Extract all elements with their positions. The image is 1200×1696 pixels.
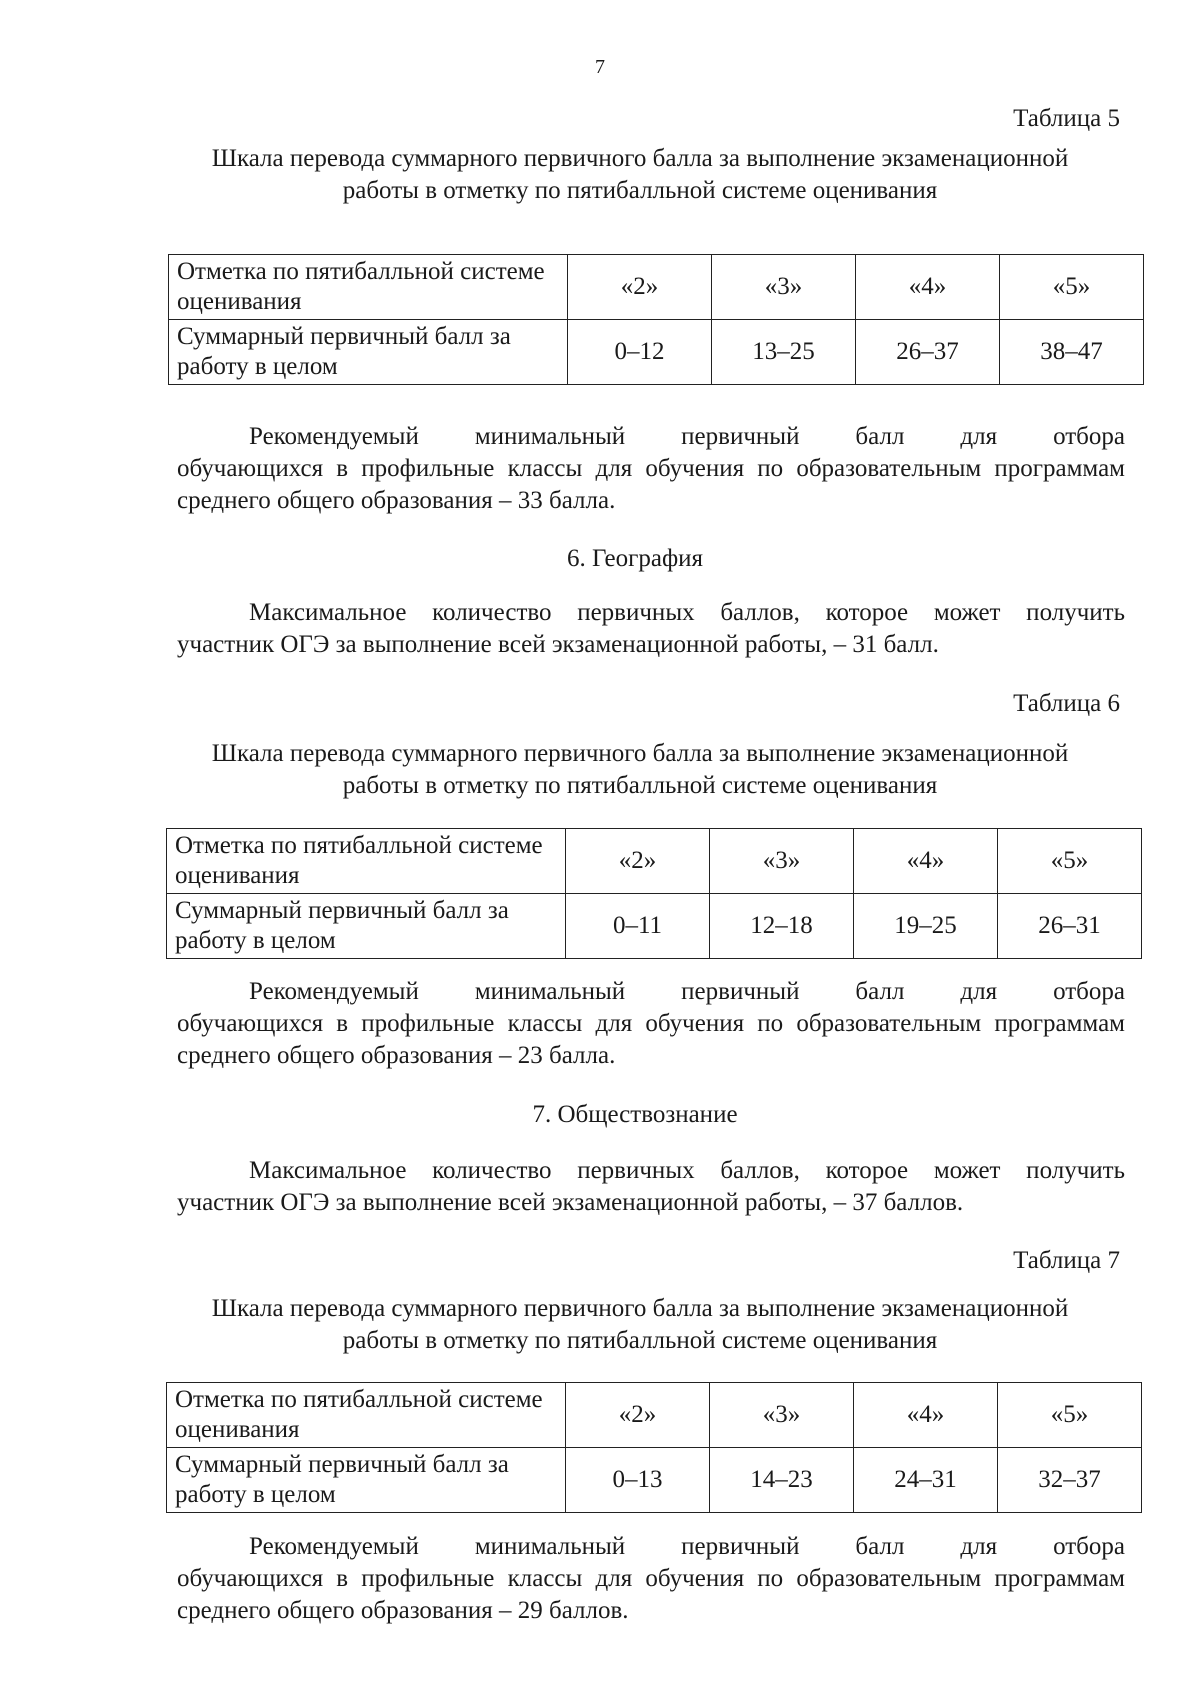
score-cell: 0–12	[568, 320, 712, 385]
page-number: 7	[595, 56, 605, 78]
recommendation-paragraph-6	[177, 976, 1125, 1072]
score-cell: 13–25	[712, 320, 856, 385]
table-row	[167, 894, 1142, 959]
table-row	[167, 829, 1142, 894]
paragraph-line: Рекомендуемый минимальный первичный балл для отбора	[249, 978, 1125, 1005]
max-score-paragraph-6	[177, 597, 1125, 661]
grade-cell: «2»	[568, 255, 712, 320]
score-table-7	[166, 1382, 1142, 1513]
grade-cell: «3»	[712, 255, 856, 320]
paragraph-text: участник ОГЭ за выполнение всей экзаменационной работы, – 31 балл.	[177, 631, 939, 658]
score-cell: 24–31	[854, 1448, 998, 1513]
score-cell: 26–31	[998, 894, 1142, 959]
table-6-caption: Шкала перевода суммарного первичного балла за выполнение экзаменационной работы в отметку по пятибалльной системе оценивания	[211, 740, 1069, 799]
score-cell: 0–13	[566, 1448, 710, 1513]
grade-cell: «5»	[1000, 255, 1144, 320]
table-row	[167, 1383, 1142, 1448]
paragraph-line: Максимальное количество первичных баллов, которое может получить	[249, 599, 1125, 626]
recommendation-paragraph-5	[177, 421, 1125, 517]
paragraph-text: участник ОГЭ за выполнение всей экзаменационной работы, – 37 баллов.	[177, 1189, 964, 1216]
grade-cell: «3»	[710, 1383, 854, 1448]
score-table-5	[168, 254, 1144, 385]
max-score-paragraph-7	[177, 1155, 1125, 1219]
grade-cell: «3»	[710, 829, 854, 894]
paragraph-text: обучающихся в профильные классы для обучения по образовательным программам среднего общего образования – 29 баллов.	[177, 1565, 1125, 1624]
row-label-grade: Отметка по пятибалльной системе оценивания	[167, 829, 566, 894]
paragraph-line: Максимальное количество первичных баллов, которое может получить	[249, 1157, 1125, 1184]
score-cell: 32–37	[998, 1448, 1142, 1513]
score-cell: 38–47	[1000, 320, 1144, 385]
row-label-score: Суммарный первичный балл за работу в целом	[169, 320, 568, 385]
grade-cell: «2»	[566, 829, 710, 894]
section-heading-social-studies: 7. Обществознание	[532, 1101, 738, 1128]
score-cell: 0–11	[566, 894, 710, 959]
grade-cell: «5»	[998, 829, 1142, 894]
score-cell: 14–23	[710, 1448, 854, 1513]
grade-cell: «5»	[998, 1383, 1142, 1448]
table-5-label: Таблица 5	[1013, 105, 1120, 132]
grade-cell: «4»	[854, 829, 998, 894]
paragraph-line: Рекомендуемый минимальный первичный балл для отбора	[249, 423, 1125, 450]
paragraph-text: обучающихся в профильные классы для обучения по образовательным программам среднего общего образования – 23 балла.	[177, 1010, 1125, 1069]
row-label-score: Суммарный первичный балл за работу в целом	[167, 1448, 566, 1513]
table-7-caption: Шкала перевода суммарного первичного балла за выполнение экзаменационной работы в отметку по пятибалльной системе оценивания	[211, 1295, 1069, 1354]
table-5-caption: Шкала перевода суммарного первичного балла за выполнение экзаменационной работы в отметку по пятибалльной системе оценивания	[211, 145, 1069, 204]
row-label-score: Суммарный первичный балл за работу в целом	[167, 894, 566, 959]
score-table-6	[166, 828, 1142, 959]
row-label-grade: Отметка по пятибалльной системе оценивания	[169, 255, 568, 320]
grade-cell: «4»	[854, 1383, 998, 1448]
paragraph-line: Рекомендуемый минимальный первичный балл для отбора	[249, 1533, 1125, 1560]
grade-cell: «4»	[856, 255, 1000, 320]
paragraph-text: обучающихся в профильные классы для обучения по образовательным программам среднего общего образования – 33 балла.	[177, 455, 1125, 514]
table-row	[167, 1448, 1142, 1513]
score-cell: 12–18	[710, 894, 854, 959]
table-7-label: Таблица 7	[1013, 1247, 1120, 1274]
score-cell: 19–25	[854, 894, 998, 959]
score-cell: 26–37	[856, 320, 1000, 385]
table-row	[169, 320, 1144, 385]
recommendation-paragraph-7	[177, 1531, 1125, 1627]
grade-cell: «2»	[566, 1383, 710, 1448]
section-heading-geography: 6. География	[566, 545, 704, 572]
table-6-label: Таблица 6	[1013, 690, 1120, 717]
row-label-grade: Отметка по пятибалльной системе оценивания	[167, 1383, 566, 1448]
table-row	[169, 255, 1144, 320]
